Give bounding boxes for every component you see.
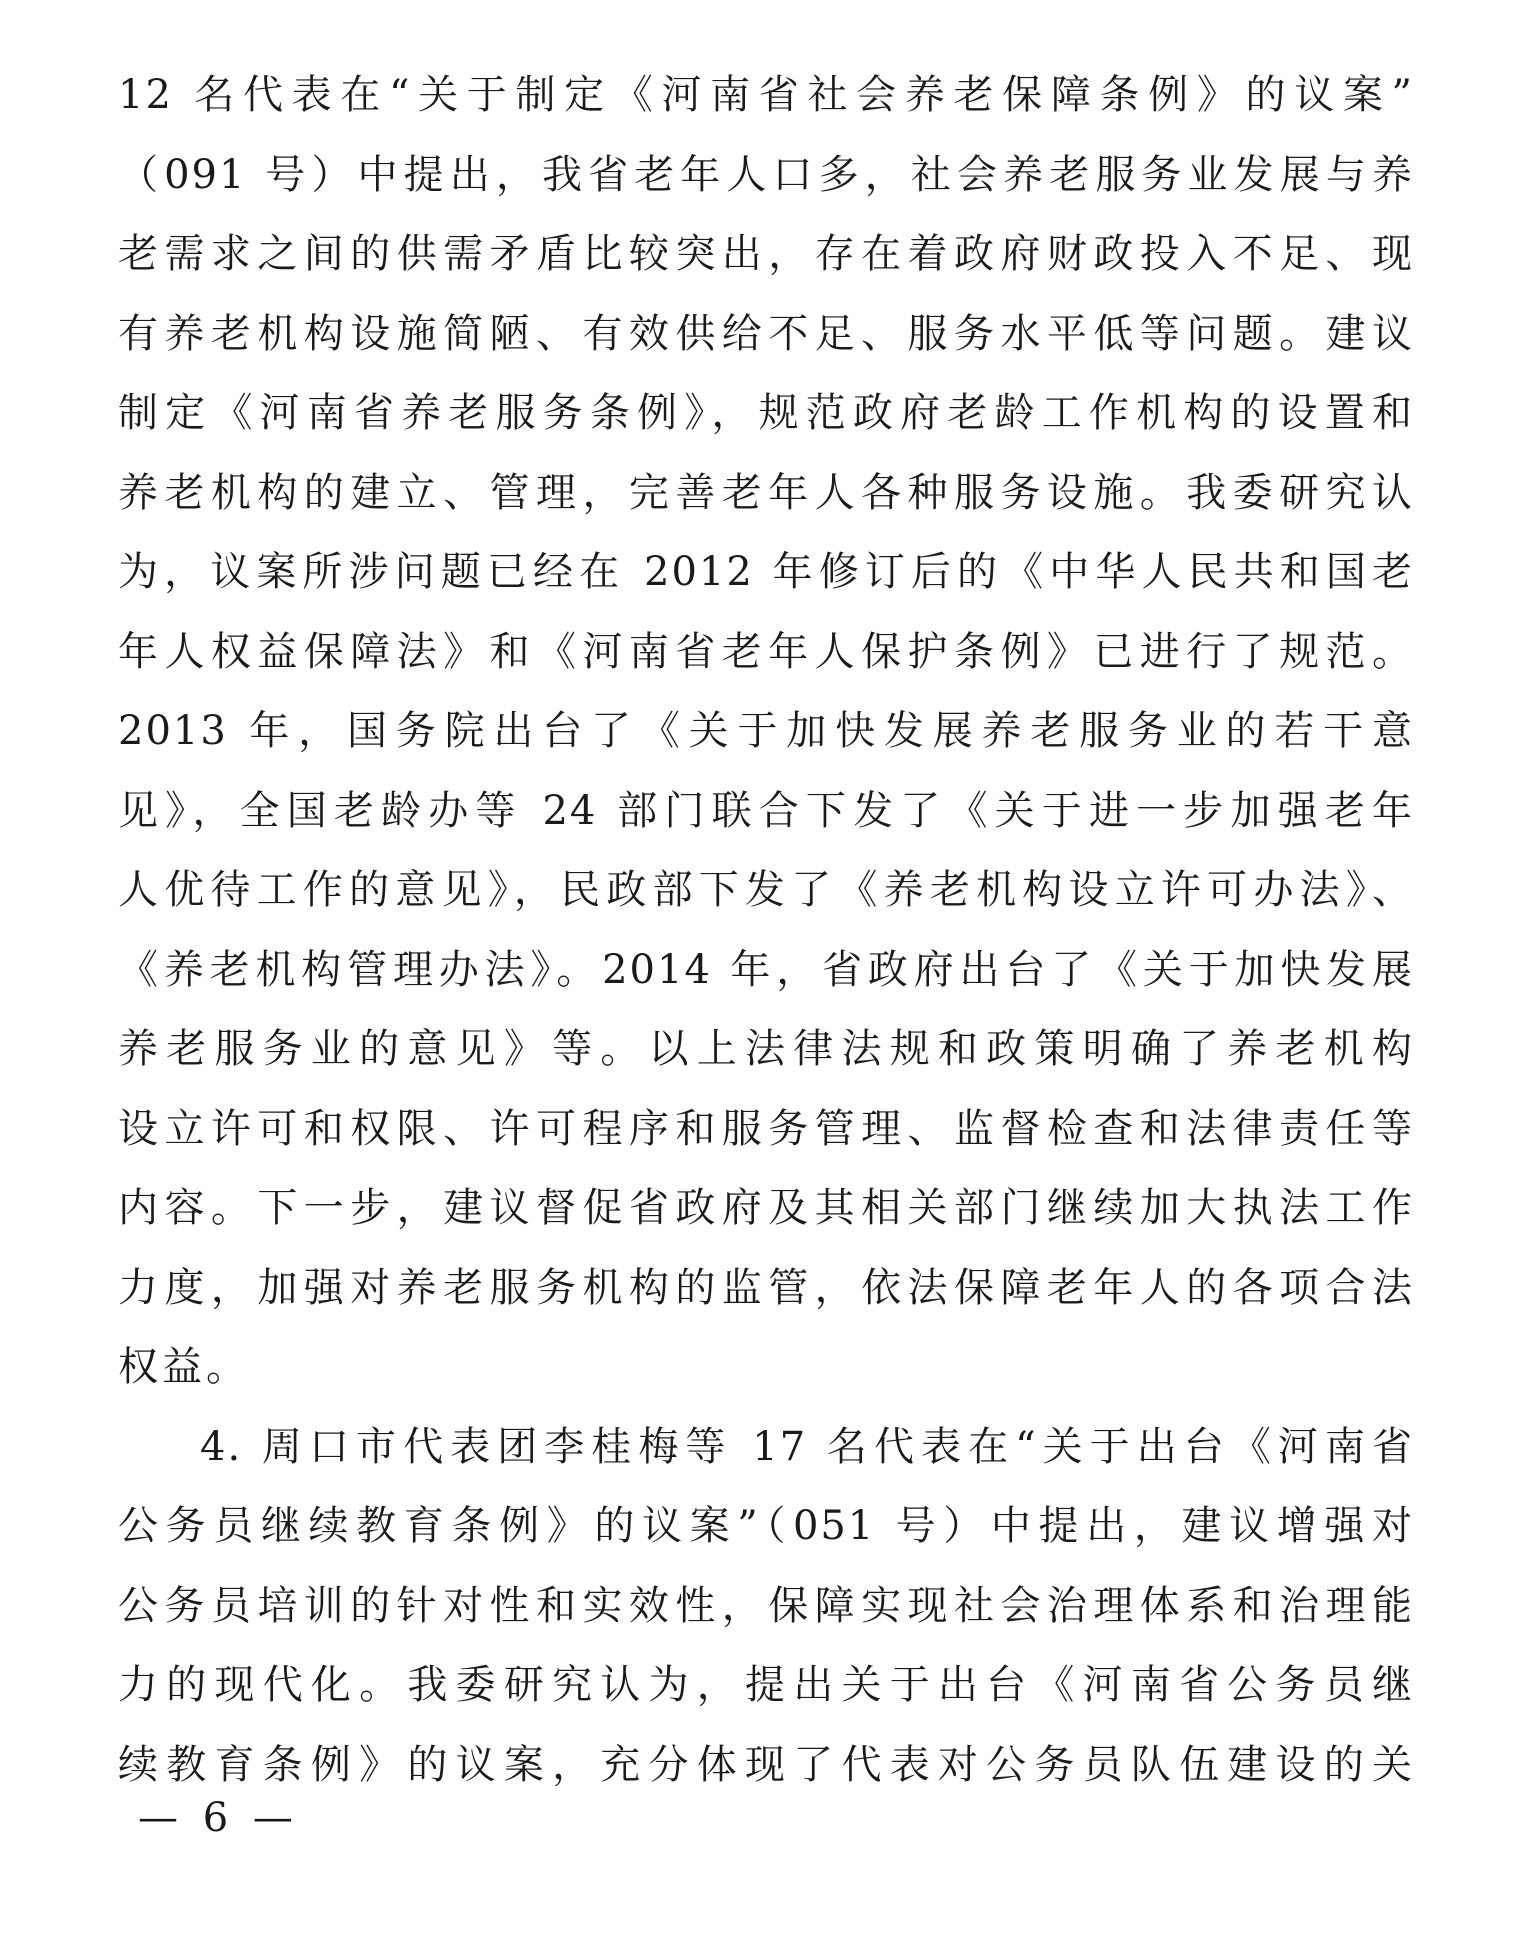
text-line: 公务员培训的针对性和实效性，保障实现社会治理体系和治理能 xyxy=(118,1583,1414,1629)
text-line: 有养老机构设施简陋、有效供给不足、服务水平低等问题。建议 xyxy=(118,311,1414,357)
text-line: （091 号）中提出，我省老年人口多，社会养老服务业发展与养 xyxy=(118,152,1414,198)
text-line: 年人权益保障法》和《河南省老年人保护条例》已进行了规范。 xyxy=(118,629,1414,675)
text-line: 续教育条例》的议案，充分体现了代表对公务员队伍建设的关 xyxy=(118,1742,1414,1788)
text-line: 2013 年，国务院出台了《关于加快发展养老服务业的若干意 xyxy=(118,708,1414,754)
text-line: 《养老机构管理办法》。2014 年，省政府出台了《关于加快发展 xyxy=(118,947,1414,993)
text-line: 养老机构的建立、管理，完善老年人各种服务设施。我委研究认 xyxy=(118,470,1414,516)
text-line: 内容。下一步，建议督促省政府及其相关部门继续加大执法工作 xyxy=(118,1185,1414,1231)
paragraph-start-line: 4. 周口市代表团李桂梅等 17 名代表在“关于出台《河南省 xyxy=(200,1424,1414,1470)
text-line: 力度，加强对养老服务机构的监管，依法保障老年人的各项合法 xyxy=(118,1265,1414,1311)
text-line: 公务员继续教育条例》的议案”（051 号）中提出，建议增强对 xyxy=(118,1503,1414,1549)
text-line: 见》，全国老龄办等 24 部门联合下发了《关于进一步加强老年 xyxy=(118,788,1414,834)
text-line: 设立许可和权限、许可程序和服务管理、监督检查和法律责任等 xyxy=(118,1106,1414,1152)
text-line: 12 名代表在“关于制定《河南省社会养老保障条例》的议案” xyxy=(118,72,1414,118)
text-line: 为，议案所涉问题已经在 2012 年修订后的《中华人民共和国老 xyxy=(118,549,1414,595)
page-number: — 6 — xyxy=(138,1795,299,1841)
text-line: 制定《河南省养老服务条例》，规范政府老龄工作机构的设置和 xyxy=(118,390,1414,436)
paragraph-end-line: 权益。 xyxy=(118,1344,250,1390)
text-line: 人优待工作的意见》，民政部下发了《养老机构设立许可办法》、 xyxy=(118,867,1414,913)
text-line: 力的现代化。我委研究认为，提出关于出台《河南省公务员继 xyxy=(118,1662,1414,1708)
text-line: 老需求之间的供需矛盾比较突出，存在着政府财政投入不足、现 xyxy=(118,231,1414,277)
text-line: 养老服务业的意见》等。以上法律法规和政策明确了养老机构 xyxy=(118,1026,1414,1072)
